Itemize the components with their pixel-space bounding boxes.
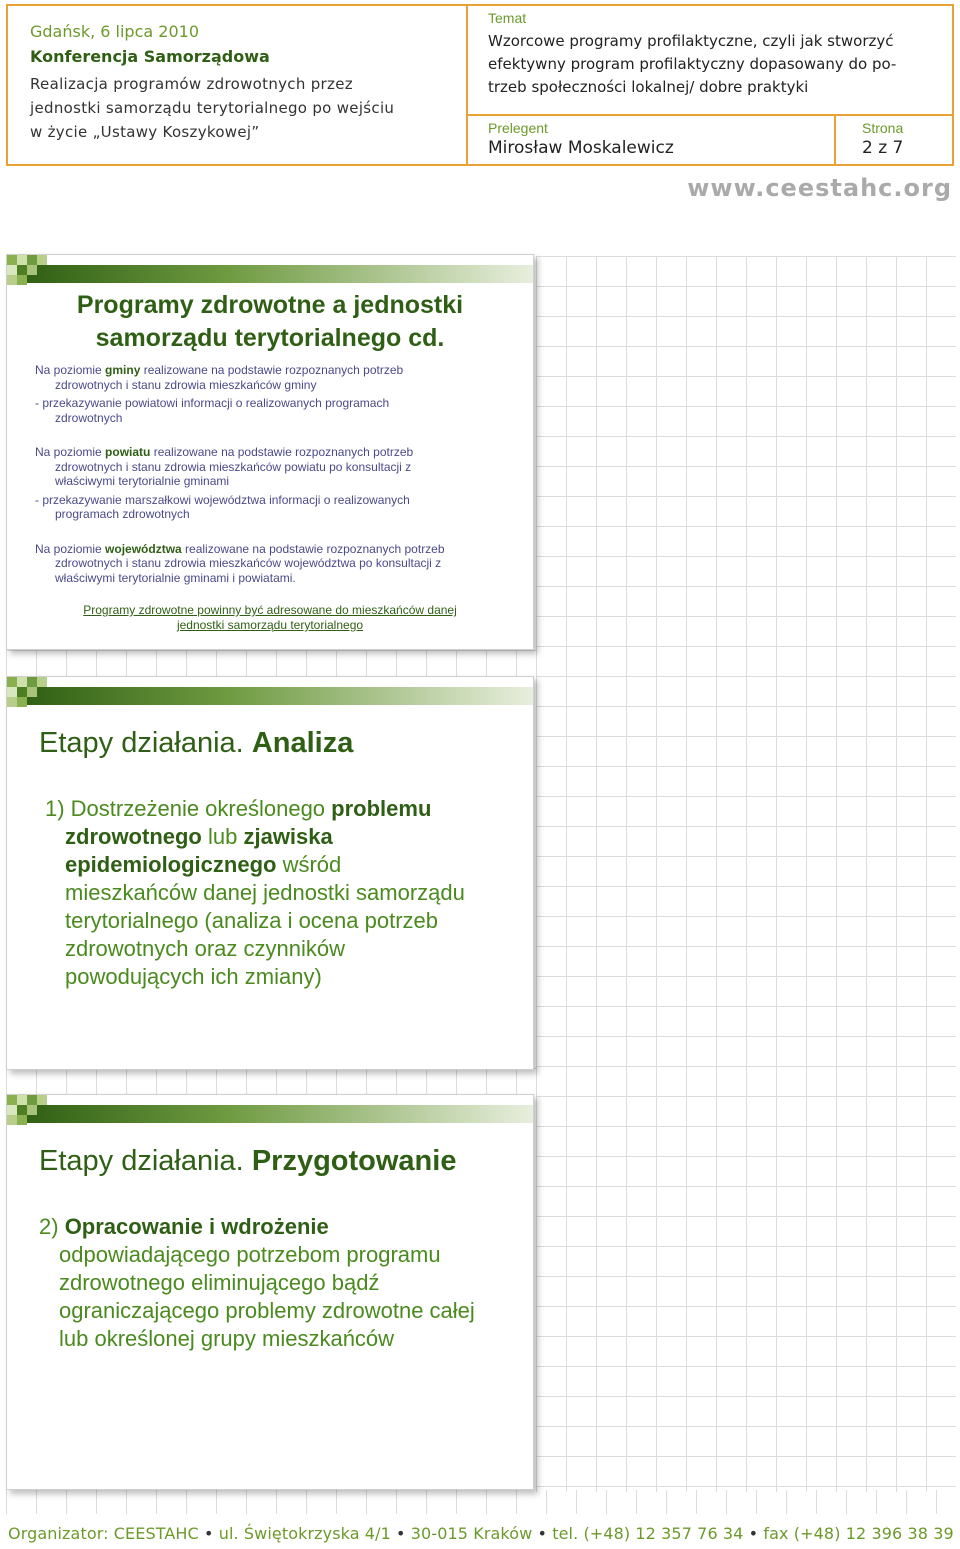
text: realizowane na podstawie rozpoznanych potrzeb (140, 363, 404, 377)
text: 1) Dostrzeżenie określonego (45, 796, 332, 821)
topic-panel (468, 6, 952, 164)
slide-header-bar (23, 1105, 533, 1123)
text-line: zdrowotnych i stanu zdrowia mieszkańców województwa po konsultacji z (55, 556, 442, 570)
organizer: Organizator: CEESTAHC (8, 1524, 199, 1543)
page-box (836, 116, 952, 164)
title-line: Programy zdrowotne a jednostki (76, 291, 464, 319)
text: wśród (276, 852, 342, 877)
slide-2 (6, 676, 534, 1070)
pixel-logo-icon (7, 255, 47, 287)
slide-1 (6, 254, 534, 650)
item-line: zdrowotnych oraz czynników (65, 936, 346, 961)
footer-contact (8, 1524, 954, 1543)
text: realizowane na podstawie rozpoznanych potrzeb (181, 541, 445, 556)
page-label: Strona (862, 120, 904, 136)
bullet-separator: • (396, 1524, 406, 1543)
text: Na poziomie (35, 445, 106, 459)
heading-bold: Analiza (251, 727, 354, 759)
conference-name: Konferencja Samorządowa (30, 47, 270, 66)
heading-bold: Przygotowanie (251, 1145, 457, 1177)
phone: tel. (+48) 12 357 76 34 (552, 1524, 744, 1543)
event-description (30, 72, 444, 144)
item-line: mieszkańców danej jednostki samorządu (65, 880, 465, 905)
topic-label: Temat (488, 10, 527, 26)
link-line[interactable]: Programy zdrowotne powinny być adresowane do mieszkańców danej (83, 603, 457, 617)
text-line: zdrowotnych i stanu zdrowia mieszkańców powiatu po konsultacji z (55, 459, 412, 474)
event-info (8, 6, 468, 164)
item-line: zdrowotnego eliminującego bądź (59, 1270, 380, 1295)
slide-header-bar (23, 265, 533, 283)
item-line: lub określonej grupy mieszkańców (59, 1326, 395, 1351)
item-line: powodujących ich zmiany) (65, 964, 322, 989)
item-line: ograniczającego problemy zdrowotne całej (59, 1298, 475, 1323)
text: 2) (39, 1214, 65, 1239)
fax: fax (+48) 12 396 38 39 (763, 1524, 954, 1543)
bullet-separator: • (204, 1524, 214, 1543)
slide-body (45, 795, 515, 991)
slide-heading (39, 727, 353, 760)
keyword: zdrowotnego (65, 824, 202, 849)
item-line: terytorialnego (analiza i ocena potrzeb (65, 908, 439, 933)
title-line: samorządu terytorialnego cd. (95, 324, 445, 352)
description-line: w życie „Ustawy Koszykowej” (30, 123, 260, 141)
bullet-separator: • (748, 1524, 759, 1543)
heading-text: Etapy działania. (39, 727, 252, 759)
event-date: Gdańsk, 6 lipca 2010 (30, 22, 199, 41)
item-line (45, 851, 515, 879)
document-header (6, 4, 954, 166)
pixel-logo-icon (7, 1095, 47, 1127)
grid-background (6, 1490, 956, 1514)
text-line: zdrowotnych i stanu zdrowia mieszkańców gminy (55, 377, 317, 392)
description-line: Realizacja programów zdrowotnych przez (30, 75, 353, 93)
item-line (45, 795, 515, 823)
slide-heading (39, 1145, 456, 1178)
powiat-paragraph (35, 445, 505, 460)
page-number: 2 z 7 (862, 138, 904, 158)
item-line (45, 823, 515, 851)
speaker-name: Mirosław Moskalewicz (488, 138, 674, 158)
link-line[interactable]: jednostki samorządu terytorialnego (176, 618, 364, 632)
item-line (39, 1213, 519, 1241)
keyword: Opracowanie i wdrożenie (64, 1214, 329, 1239)
wojewodztwo-paragraph (35, 542, 505, 557)
city: 30-015 Kraków (410, 1524, 533, 1543)
pixel-logo-icon (7, 677, 47, 709)
keyword: powiatu (105, 445, 151, 459)
text: Na poziomie (35, 541, 106, 556)
text: realizowane na podstawie rozpoznanych potrzeb (150, 445, 414, 459)
bullet-separator: • (537, 1524, 548, 1543)
topic-text (488, 30, 932, 99)
text: Na poziomie (35, 363, 106, 377)
topic-line: Wzorcowe programy profilaktyczne, czyli jak stworzyć (488, 32, 894, 50)
dash-line: - przekazywanie marszałkowi województwa informacji o realizowanych (35, 492, 410, 507)
slide-3 (6, 1094, 534, 1490)
dash-line: - przekazywanie powiatowi informacji o realizowanych programach (35, 396, 390, 410)
slide-title (7, 289, 533, 355)
slide-body (39, 1213, 519, 1353)
keyword: województwa (105, 541, 182, 556)
keyword: zjawiska (243, 824, 333, 849)
topic-line: trzeb społeczności lokalnej/ dobre praktyki (488, 78, 809, 96)
text-line: właściwymi terytorialnie gminami (55, 474, 230, 488)
description-line: jednostki samorządu terytorialnego po wejściu (30, 99, 395, 117)
keyword: problemu (331, 796, 432, 821)
text-line: właściwymi terytorialnie gminami i powiatami. (55, 570, 296, 585)
gmina-paragraph (35, 363, 505, 378)
street-address: ul. Świętokrzyska 4/1 (218, 1524, 391, 1543)
keyword: epidemiologicznego (65, 852, 277, 877)
text-line: zdrowotnych (55, 410, 123, 425)
keyword: gminy (105, 363, 141, 377)
website-link[interactable]: www.ceestahc.org (687, 174, 952, 202)
text: lub (201, 824, 244, 849)
slide-body (35, 363, 505, 585)
text-line: programach zdrowotnych (55, 507, 190, 521)
slide-header-bar (23, 687, 533, 705)
speaker-box (468, 116, 836, 164)
topic-line: efektywny program profilaktyczny dopasowany do po- (488, 55, 897, 73)
grid-background (536, 256, 956, 1492)
item-line: odpowiadającego potrzebom programu (59, 1242, 441, 1267)
summary-link[interactable] (35, 603, 505, 633)
topic-box (468, 6, 952, 116)
heading-text: Etapy działania. (39, 1145, 252, 1177)
speaker-label: Prelegent (488, 120, 548, 136)
